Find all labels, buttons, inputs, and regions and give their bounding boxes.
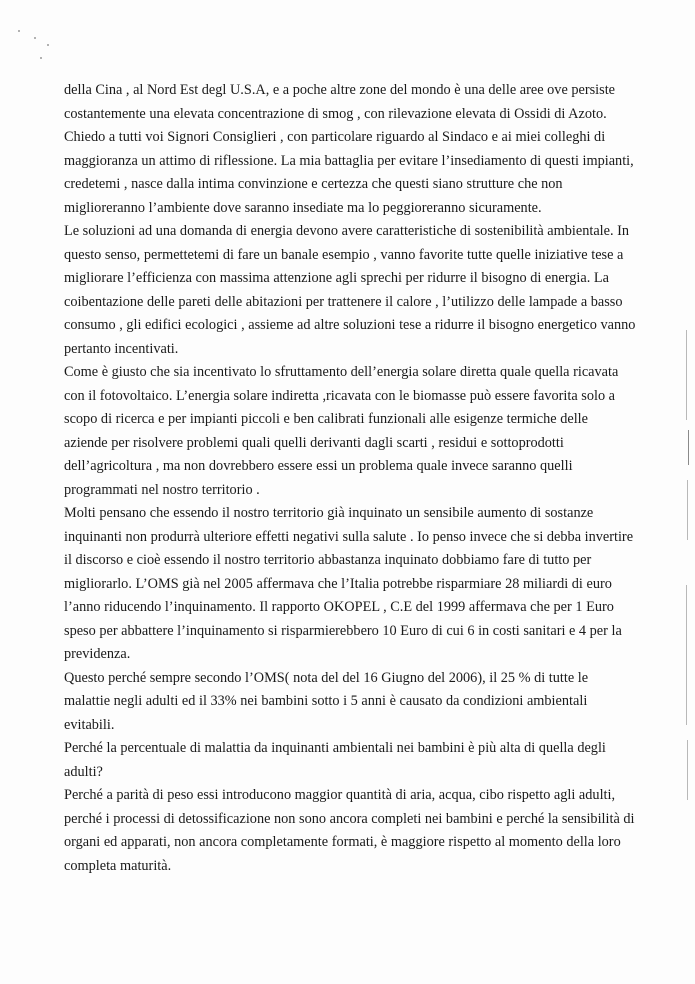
text-line: miglioreranno l’ambiente dove saranno insediate ma lo peggioreranno sicuramente.	[64, 199, 542, 216]
scan-speck	[18, 30, 20, 32]
text-line: credetemi , nasce dalla intima convinzione e certezza che questi siano strutture che non	[64, 176, 563, 192]
text-line: l’anno riducendo l’inquinamento. Il rapporto OKOPEL , C.E del 1999 affermava che per 1 Euro	[64, 599, 614, 615]
letter-body	[64, 79, 664, 878]
scan-edge-mark	[687, 480, 688, 540]
text-line: malattie negli adulti ed il 33% nei bambini sotto i 5 anni è causato da condizioni ambientali	[64, 693, 588, 709]
text-line: inquinanti non produrrà ulteriore effetti negativi sulla salute . Io penso invece che si debba invertire	[64, 528, 634, 545]
text-line: scopo di ricerca e per impianti piccoli e ben calibrati funzionali alle esigenze termiche delle	[64, 411, 588, 427]
text-line: migliorarlo. L’OMS già nel 2005 affermava che l’Italia potrebbe risparmiare 28 miliardi di euro	[64, 575, 612, 592]
text-line: Perché a parità di peso essi introducono maggior quantità di aria, acqua, cibo rispetto agli adulti,	[64, 787, 616, 803]
text-line: maggioranza un attimo di riflessione. La mia battaglia per evitare l’insediamento di questi impianti,	[64, 152, 634, 169]
text-line: con il fotovoltaico. L’energia solare indiretta ,ricavata con le biomasse può essere favorita solo a	[64, 387, 616, 404]
scan-edge-mark	[688, 430, 689, 465]
text-line: Chiedo a tutti voi Signori Consiglieri , con particolare riguardo al Sindaco e ai miei colleghi di	[64, 129, 606, 145]
text-line: Le soluzioni ad una domanda di energia devono avere caratteristiche di sostenibilità ambientale. In	[64, 223, 630, 239]
scan-speck	[47, 44, 49, 46]
scan-edge-mark	[686, 330, 687, 420]
text-line: adulti?	[64, 763, 103, 780]
text-line: evitabili.	[64, 716, 115, 733]
scan-edge-mark	[687, 740, 688, 800]
scan-speck	[34, 37, 36, 39]
text-line: pertanto incentivati.	[64, 340, 179, 357]
text-line: coibentazione delle pareti delle abitazioni per trattenere il calore , l’utilizzo delle lampade a basso	[64, 293, 623, 310]
text-line: questo senso, permettetemi di fare un banale esempio , vanno favorite tutte quelle iniziative tese a	[64, 246, 624, 263]
text-line: organi ed apparati, non ancora completamente formati, è maggiore rispetto al momento della loro	[64, 834, 621, 850]
text-line: previdenza.	[64, 646, 131, 662]
text-line: consumo , gli edifici ecologici , assieme ad altre soluzioni tese a ridurre il bisogno energetico vanno	[64, 317, 636, 333]
text-line: completa maturità.	[64, 857, 172, 874]
text-line: dell’agricoltura , ma non dovrebbero essere essi un problema quale invece saranno quelli	[64, 458, 573, 474]
text-line: Questo perché sempre secondo l’OMS( nota del del 16 Giugno del 2006), il 25 % di tutte le	[64, 669, 589, 686]
text-line: Perché la percentuale di malattia da inquinanti ambientali nei bambini è più alta di quella degli	[64, 740, 606, 756]
text-line: speso per abbattere l’inquinamento si risparmierebbero 10 Euro di cui 6 in costi sanitari e 4 per la	[64, 622, 622, 639]
text-line: il discorso e cioè essendo il nostro territorio abbastanza inquinato dobbiamo fare di tutto per	[64, 552, 592, 568]
text-line: aziende per risolvere problemi quali quelli derivanti dagli scarti , residui e sottoprodotti	[64, 434, 564, 451]
scan-edge-mark	[686, 585, 687, 725]
text-line: migliorare l’efficienza con massima attenzione agli sprechi per ridurre il bisogno di energia. La	[64, 270, 609, 286]
text-line: Molti pensano che essendo il nostro territorio già inquinato un sensibile aumento di sostanze	[64, 505, 594, 521]
text-line: perché i processi di detossificazione non sono ancora completi nei bambini e perché la sensibilità di	[64, 810, 635, 827]
scan-speck	[40, 57, 42, 59]
text-line: programmati nel nostro territorio .	[64, 481, 260, 498]
text-line: della Cina , al Nord Est degl U.S.A, e a poche altre zone del mondo è una delle aree ove persiste	[64, 82, 616, 98]
text-line: costantemente una elevata concentrazione di smog , con rilevazione elevata di Ossidi di Azoto.	[64, 105, 607, 122]
text-line: Come è giusto che sia incentivato lo sfruttamento dell’energia solare diretta quale quella ricavata	[64, 364, 619, 380]
